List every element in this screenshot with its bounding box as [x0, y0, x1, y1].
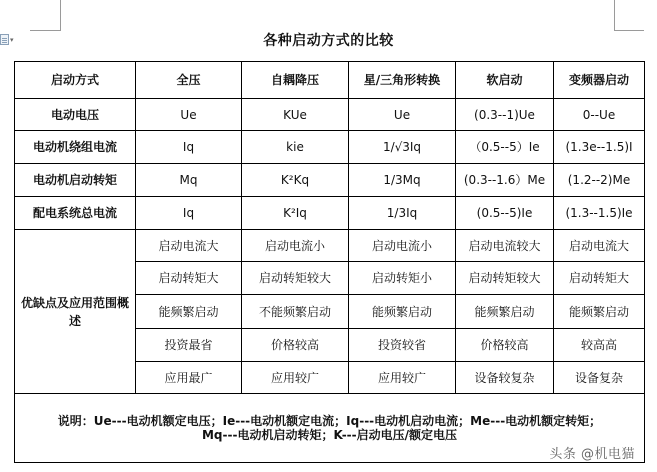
table-row — [15, 230, 645, 262]
table-cell: 启动电流大 — [554, 230, 645, 262]
table-cell: 投资较省 — [349, 329, 456, 362]
table-cell: (0.3--1.6）Me — [456, 164, 554, 197]
header-cell: 自耦降压 — [242, 62, 349, 99]
table-cell: (1.3e--1.5)I — [554, 131, 645, 164]
table-row — [15, 197, 645, 230]
table-cell: 设备复杂 — [554, 362, 645, 394]
table-cell: 启动转矩较大 — [456, 262, 554, 295]
table-cell: Ue — [136, 99, 242, 131]
table-cell: Ue — [349, 99, 456, 131]
table-cell: K²Kq — [242, 164, 349, 197]
table-row — [15, 99, 645, 131]
table-cell: 启动转矩大 — [554, 262, 645, 295]
table-cell: 启动电流小 — [242, 230, 349, 262]
row-label-advantages: 优缺点及应用范围概述 — [15, 230, 136, 394]
table-cell: K²Iq — [242, 197, 349, 230]
header-cell: 星/三角形转换 — [349, 62, 456, 99]
watermark: 头条 @机电猫 — [549, 447, 635, 462]
row-label: 电动电压 — [15, 99, 136, 131]
row-label: 配电系统总电流 — [15, 197, 136, 230]
table-cell: (0.3--1)Ue — [456, 99, 554, 131]
table-cell: Iq — [136, 131, 242, 164]
row-label: 电动机绕组电流 — [15, 131, 136, 164]
table-cell: 0--Ue — [554, 99, 645, 131]
header-cell: 变频器启动 — [554, 62, 645, 99]
header-cell: 启动方式 — [15, 62, 136, 99]
crop-mark-top-right-v — [614, 0, 615, 30]
table-cell: 1/3Mq — [349, 164, 456, 197]
dropdown-caret-icon[interactable]: ▾ — [10, 36, 14, 44]
table-header-row — [15, 62, 645, 99]
table-cell: kie — [242, 131, 349, 164]
table-cell: 应用较广 — [349, 362, 456, 394]
table-cell: 应用最广 — [136, 362, 242, 394]
table-row — [15, 164, 645, 197]
table-cell: 能频繁启动 — [456, 295, 554, 329]
row-label: 电动机启动转矩 — [15, 164, 136, 197]
table-cell: (1.2--2)Me — [554, 164, 645, 197]
table-cell: 1/√3Iq — [349, 131, 456, 164]
header-cell: 软启动 — [456, 62, 554, 99]
table-cell: 启动电流较大 — [456, 230, 554, 262]
table-cell: 启动转矩大 — [136, 262, 242, 295]
table-cell: 启动转矩较大 — [242, 262, 349, 295]
table-cell: （0.5--5）Ie — [456, 131, 554, 164]
note-line-1: 说明：Ue---电动机额定电压；Ie---电动机额定电流；Iq---电动机启动电流；Me---电动机额定转矩； — [57, 414, 602, 428]
table-cell: 启动电流小 — [349, 230, 456, 262]
table-cell: 能频繁启动 — [349, 295, 456, 329]
table-cell: Mq — [136, 164, 242, 197]
table-cell: 应用较广 — [242, 362, 349, 394]
table-cell: 启动电流大 — [136, 230, 242, 262]
table-cell: Iq — [136, 197, 242, 230]
table-cell: 能频繁启动 — [554, 295, 645, 329]
table-cell: 投资最省 — [136, 329, 242, 362]
table-row — [15, 131, 645, 164]
table-cell: KUe — [242, 99, 349, 131]
table-cell: 能频繁启动 — [136, 295, 242, 329]
table-cell: 1/3Iq — [349, 197, 456, 230]
table-cell: 较高高 — [554, 329, 645, 362]
note-line-2: Mq---电动机启动转矩；K---启动电压/额定电压 — [201, 428, 458, 442]
table-cell: (1.3--1.5)Ie — [554, 197, 645, 230]
header-cell: 全压 — [136, 62, 242, 99]
table-cell: 价格较高 — [456, 329, 554, 362]
crop-mark-top-left-v — [60, 0, 61, 30]
table-cell: 价格较高 — [242, 329, 349, 362]
table-cell: 设备较复杂 — [456, 362, 554, 394]
table-cell: 不能频繁启动 — [242, 295, 349, 329]
page-title: 各种启动方式的比较 — [263, 33, 394, 49]
comparison-table — [14, 61, 645, 463]
table-cell: (0.5--5)Ie — [456, 197, 554, 230]
table-cell: 启动转矩小 — [349, 262, 456, 295]
